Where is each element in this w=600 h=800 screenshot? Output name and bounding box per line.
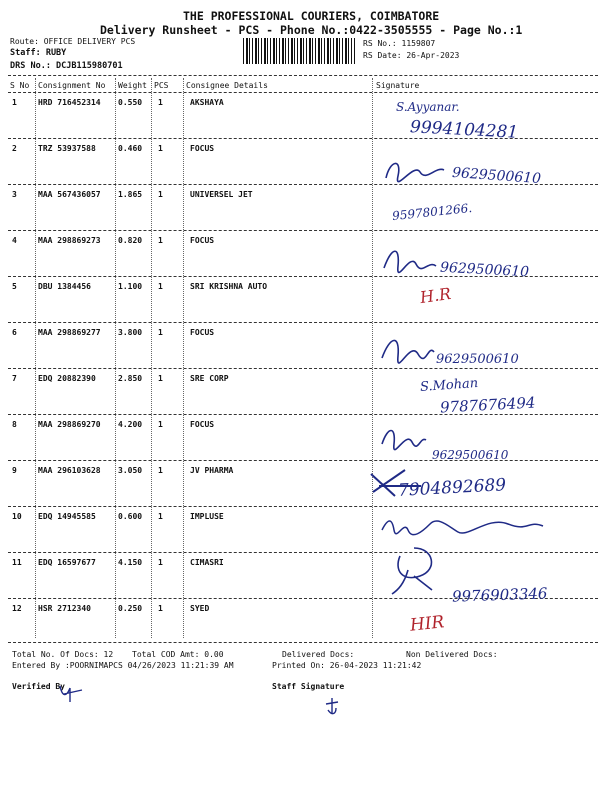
row-consignee: FOCUS [190, 144, 215, 153]
runsheet-title: Delivery Runsheet - PCS - Phone No.:0422-3505555 - Page No.:1 [100, 23, 523, 37]
row-consignee: UNIVERSEL JET [190, 190, 253, 199]
row-consignee: JV PHARMA [190, 466, 234, 475]
signature-phone: 9976903346 [451, 584, 548, 606]
row-consignment: DBU 1384456 [38, 282, 91, 291]
row-consignee: IMPLUSE [190, 512, 224, 521]
table-bottom-rule [8, 642, 598, 643]
col-sep [151, 78, 152, 638]
row-pcs: 1 [158, 604, 163, 613]
row-weight: 1.100 [118, 282, 143, 291]
row-consignee: AKSHAYA [190, 98, 224, 107]
signature-scribble [378, 512, 548, 538]
staff-signature-label: Staff Signature [272, 682, 345, 691]
drs-number: DRS No.: DCJB115980701 [10, 61, 123, 71]
signature-phone: 9994104281 [409, 117, 519, 143]
signature-name: S.Ayyanar. [396, 100, 460, 114]
row-consignment: HSR 2712340 [38, 604, 91, 613]
row-pcs: 1 [158, 144, 163, 153]
delivery-note: H.R [418, 283, 453, 308]
col-signature: Signature [376, 81, 420, 90]
row-weight: 1.865 [118, 190, 143, 199]
signature-scribble [378, 330, 438, 364]
signature-scribble [380, 150, 450, 186]
signature-name: S.Mohan [419, 375, 479, 396]
rs-date: RS Date: 26-Apr-2023 [363, 51, 460, 60]
signature-phone: 7904892689 [397, 475, 507, 501]
row-consignment: MAA 296103628 [38, 466, 101, 475]
col-sep [183, 78, 184, 638]
row-sno: 1 [12, 98, 17, 107]
signature-phone: 9629500610 [439, 259, 530, 281]
delivery-note: HIR [409, 612, 446, 636]
row-rule [8, 506, 598, 507]
row-weight: 4.150 [118, 558, 143, 567]
row-consignment: MAA 567436057 [38, 190, 101, 199]
row-pcs: 1 [158, 98, 163, 107]
row-pcs: 1 [158, 374, 163, 383]
staff: Staff: RUBY [10, 48, 67, 58]
col-pcs: PCS [154, 81, 169, 90]
col-sep [115, 78, 116, 638]
company-name: THE PROFESSIONAL COURIERS, COIMBATORE [183, 9, 440, 23]
row-sno: 2 [12, 144, 17, 153]
row-consignment: EDQ 16597677 [38, 558, 96, 567]
row-rule [8, 414, 598, 415]
signature-scribble [378, 422, 428, 452]
row-sno: 9 [12, 466, 17, 475]
signature-scribble [380, 242, 440, 274]
row-consignment: EDQ 14945585 [38, 512, 96, 521]
signature-phone: 9629500610 [436, 352, 519, 367]
row-sno: 7 [12, 374, 17, 383]
row-consignment: MAA 298869270 [38, 420, 101, 429]
col-sep [372, 78, 373, 638]
barcode [243, 38, 355, 64]
row-weight: 0.600 [118, 512, 143, 521]
row-sno: 8 [12, 420, 17, 429]
col-weight: Weight [118, 81, 147, 90]
row-consignment: MAA 298869273 [38, 236, 101, 245]
row-consignment: EDQ 20882390 [38, 374, 96, 383]
row-consignee: SYED [190, 604, 210, 613]
row-weight: 0.820 [118, 236, 143, 245]
row-consignee: FOCUS [190, 420, 215, 429]
row-consignee: FOCUS [190, 236, 215, 245]
total-cod: Total COD Amt: 0.00 [132, 650, 224, 659]
row-consignee: SRI KRISHNA AUTO [190, 282, 268, 291]
row-sno: 12 [12, 604, 22, 613]
total-docs: Total No. Of Docs: 12 [12, 650, 114, 659]
signature-phone: 9629500610 [451, 164, 542, 188]
verified-signature [56, 682, 86, 704]
row-consignment: TRZ 53937588 [38, 144, 96, 153]
row-pcs: 1 [158, 236, 163, 245]
signature-phone: 9629500610 [432, 448, 509, 462]
row-sno: 6 [12, 328, 17, 337]
row-consignee: SRE CORP [190, 374, 229, 383]
row-pcs: 1 [158, 466, 163, 475]
row-weight: 0.550 [118, 98, 143, 107]
signature-phone: 9597801266. [391, 200, 473, 224]
row-pcs: 1 [158, 190, 163, 199]
row-pcs: 1 [158, 420, 163, 429]
row-sno: 5 [12, 282, 17, 291]
col-sno: S No [10, 81, 30, 90]
row-weight: 0.460 [118, 144, 143, 153]
row-pcs: 1 [158, 328, 163, 337]
row-weight: 3.050 [118, 466, 143, 475]
row-consignee: CIMASRI [190, 558, 224, 567]
col-consignee: Consignee Details [186, 81, 268, 90]
header-top-rule [8, 75, 598, 76]
row-rule [8, 368, 598, 369]
row-sno: 4 [12, 236, 17, 245]
row-rule [8, 552, 598, 553]
signature-scribble [384, 540, 444, 600]
staff-signature [322, 696, 342, 718]
delivered-docs: Delivered Docs: [282, 650, 355, 659]
signature-phone: 9787676494 [439, 393, 536, 417]
col-consignment: Consignment No [38, 81, 106, 90]
verified-by-label: Verified By [12, 682, 65, 691]
row-consignment: MAA 298869277 [38, 328, 101, 337]
entered-by: Entered By :POORNIMAPCS 04/26/2023 11:21:39 AM [12, 661, 234, 670]
row-pcs: 1 [158, 558, 163, 567]
row-consignee: FOCUS [190, 328, 215, 337]
row-rule [8, 322, 598, 323]
row-sno: 3 [12, 190, 17, 199]
col-sep [35, 78, 36, 638]
row-consignment: HRD 716452314 [38, 98, 101, 107]
row-weight: 4.200 [118, 420, 143, 429]
route: Route: OFFICE DELIVERY PCS [10, 37, 136, 46]
row-weight: 0.250 [118, 604, 143, 613]
row-weight: 3.800 [118, 328, 143, 337]
row-sno: 11 [12, 558, 22, 567]
rs-number: RS No.: 1159807 [363, 39, 436, 48]
row-rule [8, 460, 598, 461]
non-delivered-docs: Non Delivered Docs: [406, 650, 498, 659]
row-pcs: 1 [158, 282, 163, 291]
row-weight: 2.850 [118, 374, 143, 383]
row-rule [8, 230, 598, 231]
header-bottom-rule [8, 92, 598, 93]
row-pcs: 1 [158, 512, 163, 521]
row-sno: 10 [12, 512, 22, 521]
printed-on: Printed On: 26-04-2023 11:21:42 [272, 661, 422, 670]
